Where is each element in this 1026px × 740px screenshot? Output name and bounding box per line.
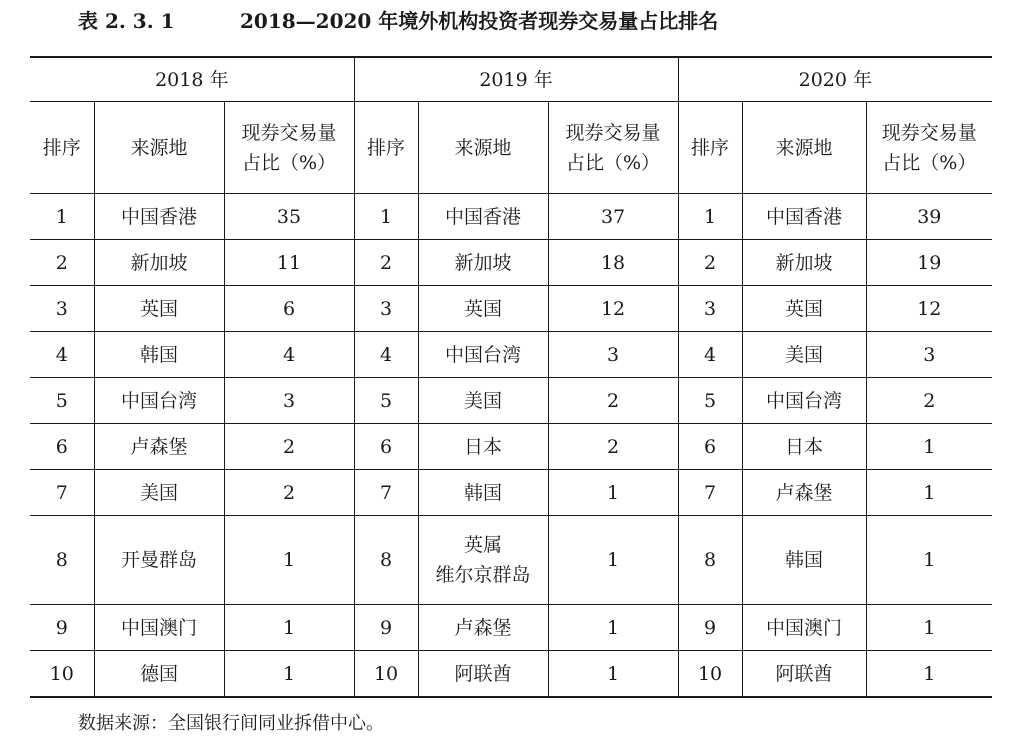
- rank-cell: 2: [354, 240, 418, 286]
- col-header-share: 现券交易量 占比（%）: [224, 102, 354, 194]
- rank-cell: 10: [30, 651, 94, 698]
- source-cell: 中国香港: [94, 194, 224, 240]
- share-cell: 1: [548, 651, 678, 698]
- rank-cell: 9: [30, 605, 94, 651]
- source-cell: 开曼群岛: [94, 516, 224, 605]
- ranking-table: [30, 56, 992, 698]
- table-row: [30, 470, 992, 516]
- rank-cell: 2: [678, 240, 742, 286]
- rank-cell: 5: [678, 378, 742, 424]
- rank-cell: 6: [678, 424, 742, 470]
- year-header-2019: 2019 年: [354, 57, 678, 102]
- source-cell: 美国: [742, 332, 866, 378]
- rank-cell: 8: [30, 516, 94, 605]
- source-cell: 英国: [742, 286, 866, 332]
- share-cell: 1: [866, 516, 992, 605]
- rank-cell: 9: [678, 605, 742, 651]
- source-cell: 英属 维尔京群岛: [418, 516, 548, 605]
- share-cell: 11: [224, 240, 354, 286]
- share-cell: 2: [224, 470, 354, 516]
- source-cell: 中国台湾: [742, 378, 866, 424]
- source-cell: 韩国: [418, 470, 548, 516]
- source-cell: 英国: [418, 286, 548, 332]
- share-cell: 1: [224, 651, 354, 698]
- source-cell: 韩国: [742, 516, 866, 605]
- source-cell: 中国台湾: [94, 378, 224, 424]
- year-header-row: [30, 57, 992, 102]
- share-cell: 12: [548, 286, 678, 332]
- rank-cell: 8: [354, 516, 418, 605]
- source-cell: 新加坡: [418, 240, 548, 286]
- source-cell: 美国: [94, 470, 224, 516]
- share-cell: 4: [224, 332, 354, 378]
- share-cell: 18: [548, 240, 678, 286]
- source-note: 数据来源：全国银行间同业拆借中心。: [78, 713, 384, 734]
- source-cell: 美国: [418, 378, 548, 424]
- rank-cell: 3: [678, 286, 742, 332]
- table-row: [30, 240, 992, 286]
- col-header-share: 现券交易量 占比（%）: [866, 102, 992, 194]
- rank-cell: 7: [678, 470, 742, 516]
- share-cell: 35: [224, 194, 354, 240]
- share-cell: 2: [548, 424, 678, 470]
- source-cell: 卢森堡: [742, 470, 866, 516]
- share-cell: 1: [224, 516, 354, 605]
- col-header-rank: 排序: [678, 102, 742, 194]
- share-cell: 2: [224, 424, 354, 470]
- table-row: [30, 651, 992, 698]
- rank-cell: 1: [30, 194, 94, 240]
- table-row: [30, 194, 992, 240]
- table-number: 表 2. 3. 1: [78, 9, 175, 33]
- rank-cell: 5: [354, 378, 418, 424]
- share-cell: 1: [866, 605, 992, 651]
- source-cell: 新加坡: [742, 240, 866, 286]
- rank-cell: 4: [354, 332, 418, 378]
- col-header-source: 来源地: [742, 102, 866, 194]
- rank-cell: 8: [678, 516, 742, 605]
- source-cell: 韩国: [94, 332, 224, 378]
- share-cell: 2: [866, 378, 992, 424]
- source-cell: 阿联酋: [742, 651, 866, 698]
- share-cell: 1: [548, 516, 678, 605]
- col-header-rank: 排序: [30, 102, 94, 194]
- share-cell: 1: [866, 470, 992, 516]
- year-header-2018: 2018 年: [30, 57, 354, 102]
- col-header-rank: 排序: [354, 102, 418, 194]
- rank-cell: 1: [678, 194, 742, 240]
- source-cell: 德国: [94, 651, 224, 698]
- rank-cell: 10: [678, 651, 742, 698]
- rank-cell: 7: [30, 470, 94, 516]
- rank-cell: 4: [30, 332, 94, 378]
- table-row: [30, 516, 992, 605]
- share-cell: 1: [224, 605, 354, 651]
- rank-cell: 5: [30, 378, 94, 424]
- table-caption: [78, 8, 718, 34]
- share-cell: 3: [548, 332, 678, 378]
- source-cell: 中国台湾: [418, 332, 548, 378]
- source-cell: 英国: [94, 286, 224, 332]
- share-cell: 19: [866, 240, 992, 286]
- column-header-row: [30, 102, 992, 194]
- col-header-share: 现券交易量 占比（%）: [548, 102, 678, 194]
- rank-cell: 2: [30, 240, 94, 286]
- share-cell: 39: [866, 194, 992, 240]
- rank-cell: 1: [354, 194, 418, 240]
- source-cell: 中国澳门: [94, 605, 224, 651]
- share-cell: 1: [866, 424, 992, 470]
- col-header-source: 来源地: [94, 102, 224, 194]
- table-row: [30, 424, 992, 470]
- source-cell: 日本: [418, 424, 548, 470]
- rank-cell: 6: [30, 424, 94, 470]
- source-cell: 中国澳门: [742, 605, 866, 651]
- source-cell: 中国香港: [418, 194, 548, 240]
- rank-cell: 7: [354, 470, 418, 516]
- table-title: 2018—2020 年境外机构投资者现券交易量占比排名: [240, 9, 719, 33]
- share-cell: 12: [866, 286, 992, 332]
- rank-cell: 3: [354, 286, 418, 332]
- source-cell: 日本: [742, 424, 866, 470]
- rank-cell: 9: [354, 605, 418, 651]
- table-row: [30, 378, 992, 424]
- year-header-2020: 2020 年: [678, 57, 992, 102]
- rank-cell: 4: [678, 332, 742, 378]
- share-cell: 3: [224, 378, 354, 424]
- source-cell: 卢森堡: [418, 605, 548, 651]
- col-header-source: 来源地: [418, 102, 548, 194]
- share-cell: 1: [548, 605, 678, 651]
- source-cell: 卢森堡: [94, 424, 224, 470]
- share-cell: 37: [548, 194, 678, 240]
- share-cell: 1: [548, 470, 678, 516]
- rank-cell: 10: [354, 651, 418, 698]
- share-cell: 2: [548, 378, 678, 424]
- source-cell: 新加坡: [94, 240, 224, 286]
- source-cell: 阿联酋: [418, 651, 548, 698]
- rank-cell: 6: [354, 424, 418, 470]
- share-cell: 6: [224, 286, 354, 332]
- table-row: [30, 286, 992, 332]
- share-cell: 1: [866, 651, 992, 698]
- table-row: [30, 605, 992, 651]
- table-row: [30, 332, 992, 378]
- share-cell: 3: [866, 332, 992, 378]
- rank-cell: 3: [30, 286, 94, 332]
- source-cell: 中国香港: [742, 194, 866, 240]
